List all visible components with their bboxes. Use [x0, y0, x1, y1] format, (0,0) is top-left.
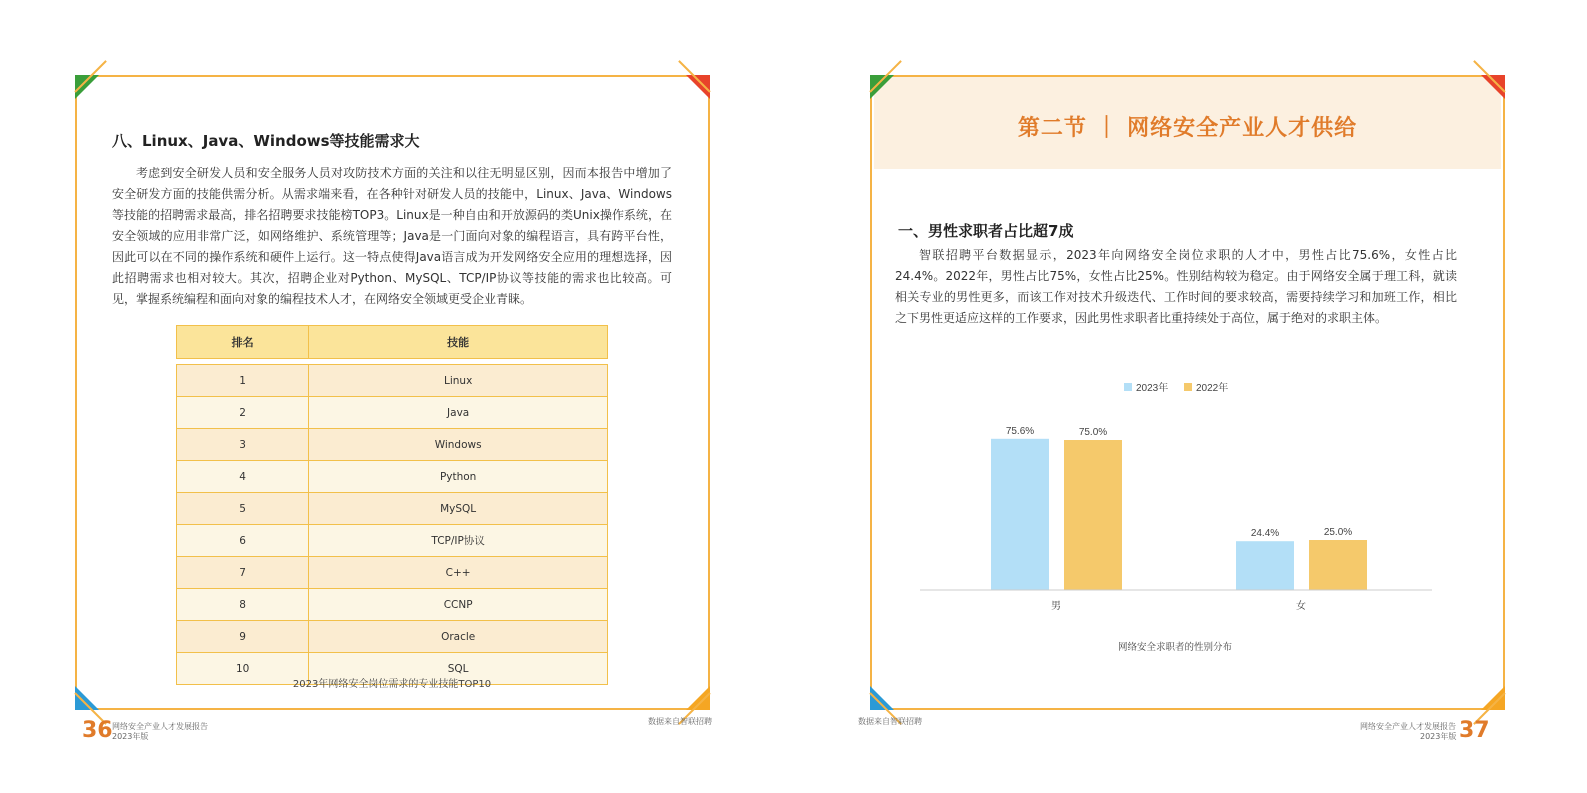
- page-number: 36: [82, 718, 113, 743]
- rank-cell: 3: [177, 429, 309, 461]
- skill-cell: TCP/IP协议: [309, 525, 608, 557]
- bar-2022年-男: [1064, 440, 1122, 590]
- legend-swatch-2022: [1184, 383, 1192, 391]
- rank-cell: 9: [177, 621, 309, 653]
- data-source: 数据来自智联招聘: [648, 717, 712, 726]
- skill-cell: CCNP: [309, 589, 608, 621]
- report-edition: 2023年版: [112, 732, 149, 741]
- body-paragraph: 考虑到安全研发人员和安全服务人员对攻防技术方面的关注和以往无明显区别，因而本报告中增加了安全研发方面的技能供需分析。从需求端来看，在各种针对研发人员的技能中，Linux、Java、Windows等技能的招聘需求最高，排名招聘要求技能榜TOP3。Linux是一种自由和开放源码的类Unix操作系统，在安全领域的应用非常广泛，如网络维护、系统管理等；Java是一门面向对象的编程语言，具有跨平台性，因此可以在不同的操作系统和硬件上运行。这一特点使得Java语言成为开发网络安全应用的理想选择，因此招聘需求也相对较大。其次，招聘企业对Python、MySQL、TCP/IP协议等技能的需求也比较高。可见，掌握系统编程和面向对象的编程技术人才，在网络安全领域更受企业青睐。: [112, 166, 672, 306]
- skill-cell: Oracle: [309, 621, 608, 653]
- data-label-2022年-男: 75.0%: [1078, 427, 1108, 438]
- legend-label-2023: 2023年: [1136, 383, 1169, 394]
- rank-cell: 1: [177, 365, 309, 397]
- bar-2023年-女: [1236, 541, 1294, 590]
- skill-cell: Linux: [309, 365, 608, 397]
- report-edition: 2023年版: [1420, 732, 1457, 741]
- legend-swatch-2023: [1124, 383, 1132, 391]
- rank-cell: 5: [177, 493, 309, 525]
- rank-cell: 7: [177, 557, 309, 589]
- report-title: 网络安全产业人才发展报告: [112, 722, 208, 731]
- section-title: 八、Linux、Java、Windows等技能需求大: [112, 132, 420, 150]
- bar-2023年-男: [991, 439, 1049, 590]
- section-header-title: 第二节 ｜ 网络安全产业人才供给: [1017, 116, 1358, 141]
- rank-cell: 2: [177, 397, 309, 429]
- column-header-rank: 排名: [177, 326, 309, 359]
- section-title: 一、男性求职者占比超7成: [898, 222, 1074, 240]
- data-label-2023年-男: 75.6%: [1005, 425, 1035, 437]
- column-header-skill: 技能: [309, 326, 608, 359]
- legend-label-2022: 2022年: [1196, 383, 1229, 394]
- chart-legend: [1124, 381, 1228, 394]
- x-tick-label-female: 女: [1296, 601, 1306, 612]
- skill-cell: SQL: [309, 653, 608, 685]
- page-number: 37: [1459, 718, 1490, 743]
- rank-cell: 10: [177, 653, 309, 685]
- bar-2022年-女: [1309, 540, 1367, 590]
- chart-title: 网络安全求职者的性别分布: [1117, 642, 1233, 653]
- skill-cell: Windows: [309, 429, 608, 461]
- data-source: 数据来自智联招聘: [858, 717, 922, 726]
- skill-cell: C++: [309, 557, 608, 589]
- report-title: 网络安全产业人才发展报告: [1360, 722, 1456, 731]
- gender-bar-chart: [900, 370, 1450, 670]
- section-header-band: [874, 77, 1501, 169]
- rank-cell: 8: [177, 589, 309, 621]
- skill-cell: MySQL: [309, 493, 608, 525]
- rank-cell: 4: [177, 461, 309, 493]
- x-tick-label-male: 男: [1051, 601, 1061, 612]
- chart-bars: [991, 426, 1367, 590]
- skill-cell: Python: [309, 461, 608, 493]
- data-label-2022年-女: 25.0%: [1323, 527, 1353, 538]
- table-caption: 2023年网络安全岗位需求的专业技能TOP10: [292, 679, 492, 690]
- rank-cell: 6: [177, 525, 309, 557]
- body-paragraph: 智联招聘平台数据显示，2023年向网络安全岗位求职的人才中，男性占比75.6%，女性占比24.4%。2022年，男性占比75%，女性占比25%。性别结构较为稳定。由于网络安全属于理工科，就读相关专业的男性更多，而该工作对技术升级迭代、工作时间的要求较高，需要持续学习和加班工作，相比之下男性更适应这样的工作要求，因此男性求职者比重持续处于高位，属于绝对的求职主体。: [895, 248, 1457, 325]
- skill-cell: Java: [309, 397, 608, 429]
- data-label-2023年-女: 24.4%: [1250, 528, 1280, 540]
